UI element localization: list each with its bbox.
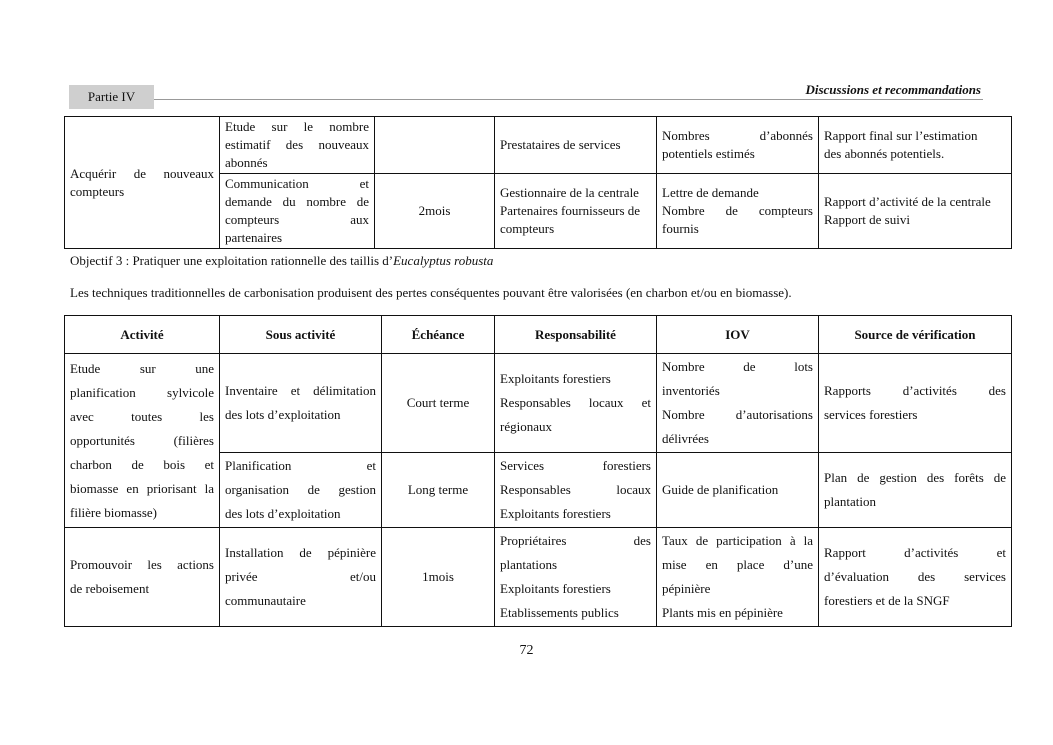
responsibility-cell: Propriétaires des plantations Exploitants forestiers Etablissements publics [495,528,657,627]
sub-activity-cell: Installation de pépinière privée et/ou communautaire [220,528,382,627]
responsibility-cell: Services forestiers Responsables locaux Exploitants forestiers [495,453,657,528]
deadline-cell: 2mois [375,174,495,249]
sub-activity-cell: Inventaire et délimitation des lots d’exploitation [220,354,382,453]
table-row [65,528,1012,627]
iov-cell: Lettre de demande Nombre de compteurs fournis [657,174,819,249]
iov-cell: Taux de participation à la mise en place d’une pépinière Plants mis en pépinière [657,528,819,627]
iov-cell: Guide de planification [657,453,819,528]
iov-cell: Nombres d’abonnés potentiels estimés [657,117,819,174]
sub-activity-cell: Etude sur le nombre estimatif des nouveaux abonnés [220,117,375,174]
responsibility-cell: Exploitants forestiers Responsables locaux et régionaux [495,354,657,453]
source-cell: Rapport d’activités et d’évaluation des services forestiers et de la SNGF [819,528,1012,627]
activity-cell: Promouvoir les actions de reboisement [65,528,220,627]
intro-paragraph: Les techniques traditionnelles de carbonisation produisent des pertes conséquentes pouvant être valorisées (en charbon et/ou en biomasse). [70,285,792,300]
source-cell: Rapports d’activités des services forestiers [819,354,1012,453]
table-activities-part1 [64,116,1012,249]
section-title: Discussions et recommandations [805,82,981,97]
source-cell: Rapport final sur l’estimation des abonnés potentiels. [819,117,1012,174]
deadline-cell [375,117,495,174]
table-header-row [65,316,1012,354]
column-header: IOV [657,316,819,354]
deadline-cell: 1mois [382,528,495,627]
column-header: Responsabilité [495,316,657,354]
column-header: Échéance [382,316,495,354]
objective-text: Objectif 3 : Pratiquer une exploitation rationnelle des taillis d’Eucalyptus robusta [70,253,494,268]
column-header: Sous activité [220,316,382,354]
activity-cell: Acquérir de nouveaux compteurs [65,117,220,249]
sub-activity-cell: Communication et demande du nombre de compteurs aux partenaires [220,174,375,249]
iov-cell: Nombre de lots inventoriés Nombre d’autorisations délivrées [657,354,819,453]
table-activities-objective3 [64,315,1012,627]
deadline-cell: Court terme [382,354,495,453]
source-cell: Rapport d’activité de la centrale Rapport de suivi [819,174,1012,249]
sub-activity-cell: Planification et organisation de gestion des lots d’exploitation [220,453,382,528]
deadline-cell: Long terme [382,453,495,528]
page-number: 72 [519,643,534,658]
header-rule [154,99,983,100]
responsibility-cell: Gestionnaire de la centrale Partenaires fournisseurs de compteurs [495,174,657,249]
table-row [65,354,1012,453]
table-row [65,117,1012,174]
part-label: Partie IV [69,85,154,109]
column-header: Source de vérification [819,316,1012,354]
source-cell: Plan de gestion des forêts de plantation [819,453,1012,528]
responsibility-cell: Prestataires de services [495,117,657,174]
column-header: Activité [65,316,220,354]
activity-cell: Etude sur une planification sylvicole avec toutes les opportunités (filières charbon de bois et biomasse en priorisant la filière biomasse) [65,354,220,528]
